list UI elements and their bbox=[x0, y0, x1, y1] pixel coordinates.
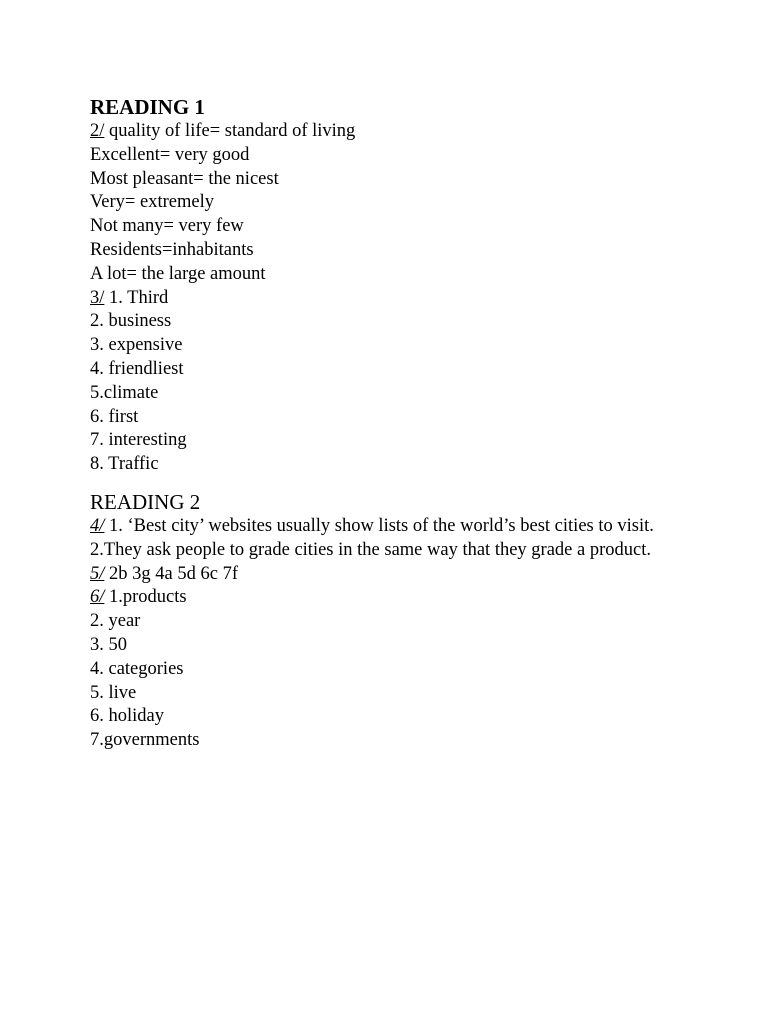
exercise-3-line: 2. business bbox=[90, 311, 172, 332]
exercise-2-first-text: quality of life= standard of living bbox=[104, 121, 356, 141]
exercise-2-line: Not many= very few bbox=[90, 216, 244, 237]
exercise-3-first-line bbox=[90, 287, 690, 311]
exercise-6-line: 4. categories bbox=[90, 658, 184, 679]
exercise-3-line: 8. Traffic bbox=[90, 454, 159, 475]
exercise-2-line: Residents=inhabitants bbox=[90, 239, 254, 260]
exercise-6-first-line bbox=[90, 586, 690, 610]
exercise-3-line: 7. interesting bbox=[90, 430, 187, 451]
exercise-2-line: A lot= the large amount bbox=[90, 263, 266, 284]
exercise-6-line: 2. year bbox=[90, 611, 141, 632]
exercise-4-first-text: 1. ‘Best city’ websites usually show lists of the world’s best cities to visit. bbox=[104, 515, 654, 536]
exercise-3-line: 5.climate bbox=[90, 382, 159, 403]
exercise-6-line: 5. live bbox=[90, 682, 137, 703]
exercise-3-label: 3/ bbox=[90, 287, 105, 308]
exercise-4-label: 4/ bbox=[90, 515, 105, 536]
exercise-3-line: 4. friendliest bbox=[90, 358, 184, 379]
exercise-6-label: 6/ bbox=[90, 587, 105, 608]
exercise-3-line: 6. first bbox=[90, 406, 139, 427]
exercise-2-line: Excellent= very good bbox=[90, 144, 250, 165]
exercise-3-line: 3. expensive bbox=[90, 335, 183, 356]
exercise-5-line bbox=[90, 563, 690, 587]
exercise-2-line: Most pleasant= the nicest bbox=[90, 168, 279, 189]
exercise-6-first-text: 1.products bbox=[104, 587, 187, 608]
section-gap bbox=[90, 477, 690, 489]
document-page bbox=[90, 94, 690, 753]
exercise-2-label: 2/ bbox=[90, 121, 105, 141]
exercise-3-first-text: 1. Third bbox=[104, 287, 169, 308]
exercise-2-line: Very= extremely bbox=[90, 192, 214, 213]
exercise-2-first-line bbox=[90, 120, 690, 144]
exercise-6-line: 6. holiday bbox=[90, 706, 164, 727]
exercise-4-second-paragraph: 2.They ask people to grade cities in the same way that they grade a product. bbox=[90, 539, 651, 560]
exercise-5-label: 5/ bbox=[90, 563, 105, 584]
exercise-5-text: 2b 3g 4a 5d 6c 7f bbox=[104, 563, 238, 584]
exercise-4-first-paragraph bbox=[90, 515, 690, 539]
exercise-6-line: 3. 50 bbox=[90, 634, 127, 655]
exercise-6-line: 7.governments bbox=[90, 730, 200, 751]
reading-2-heading: READING 2 bbox=[90, 489, 201, 514]
reading-1-heading: READING 1 bbox=[90, 95, 205, 119]
